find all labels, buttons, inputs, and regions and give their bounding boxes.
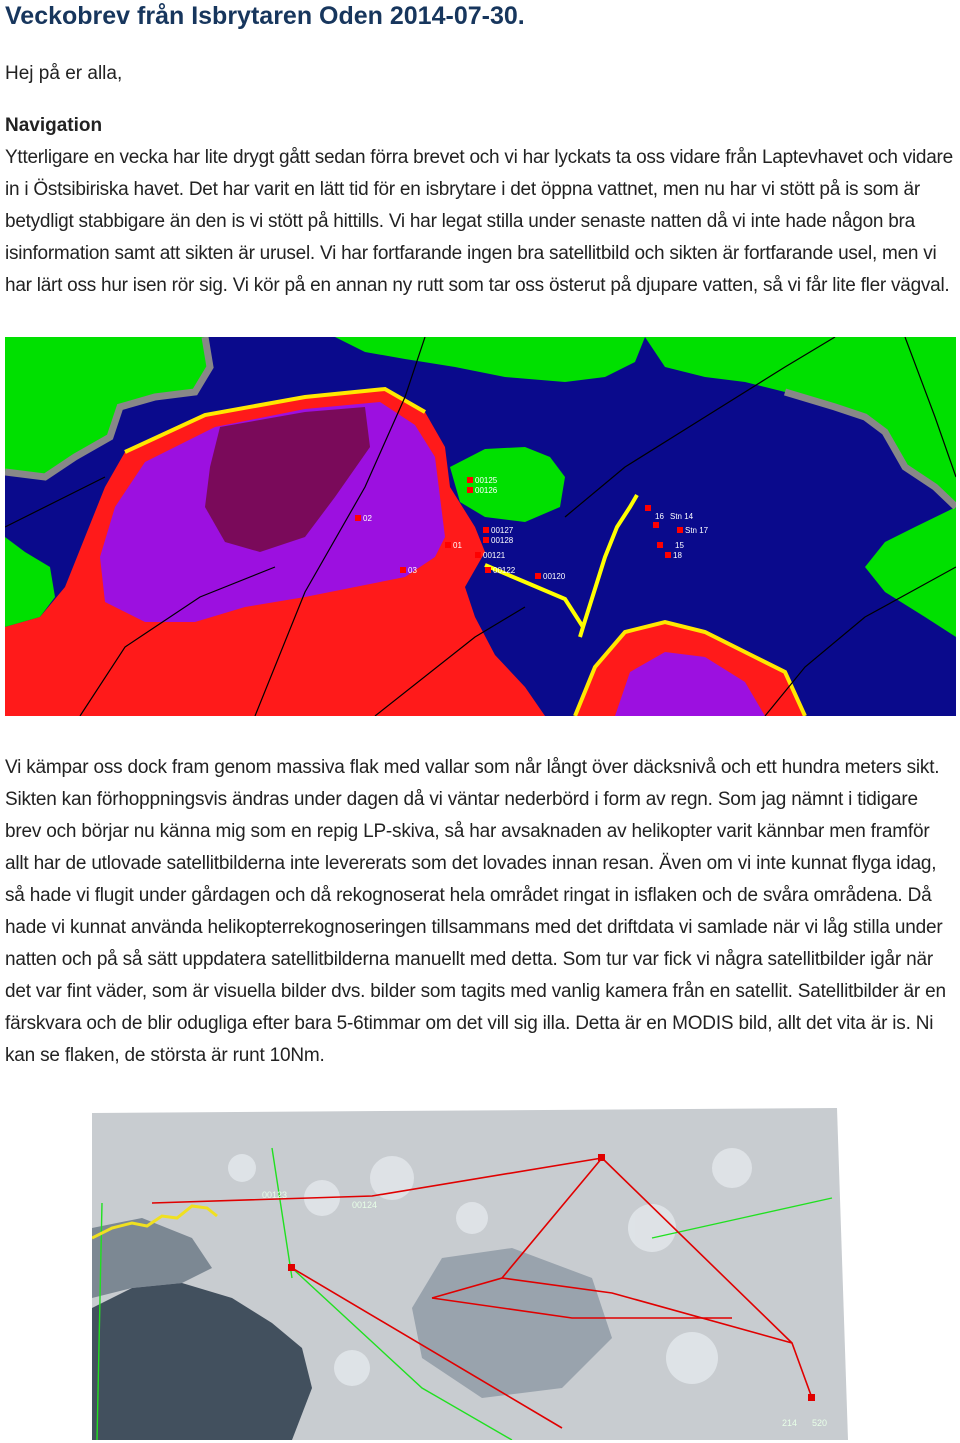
document-title: Veckobrev från Isbrytaren Oden 2014-07-30.	[5, 2, 525, 30]
ice-map-marker	[467, 477, 473, 483]
ice-map-marker-label: 02	[363, 514, 372, 523]
modis-marker	[288, 1264, 295, 1271]
paragraph-1: Ytterligare en vecka har lite drygt gått sedan förra brevet och vi har lyckats ta oss vidare från Laptevhavet och vidare in i Östsibiriska havet. Det har varit en lätt tid för en isbrytare i det öppna vattnet, men nu har vi stött på is som är betydligt stabbigare än den is vi stött på hittills. Vi har legat stilla under senaste natten då vi inte hade någon bra isinformation samt att sikten är urusel. Vi har fortfarande ingen bra satellitbild och sikten är fortfarande usel, men vi har lärt oss hur isen rör sig. Vi kör på en annan ny rutt som tar oss österut på djupare vatten, så vi får lite fler vägval.	[5, 147, 953, 296]
ice-map-marker	[483, 537, 489, 543]
modis-label: 214	[782, 1418, 798, 1428]
section-heading-navigation: Navigation	[5, 115, 103, 136]
ice-map-marker	[645, 505, 651, 511]
ice-map-marker	[400, 567, 406, 573]
ice-map-marker-label: 00127	[491, 526, 514, 535]
modis-marker	[598, 1154, 605, 1161]
ice-map-marker	[483, 527, 489, 533]
greeting: Hej på er alla,	[5, 63, 123, 84]
modis-label: 00124	[352, 1200, 378, 1210]
ice-map-marker	[445, 542, 451, 548]
modis-label: 00123	[262, 1190, 288, 1200]
ice-map-marker-label: 01	[453, 541, 462, 550]
ice-map-marker-label: 00122	[493, 566, 516, 575]
ice-map-marker-label: 16	[655, 512, 664, 521]
ice-map-marker-label: 00121	[483, 551, 506, 560]
ice-map-marker	[467, 487, 473, 493]
ice-map-marker	[677, 527, 683, 533]
ice-map-marker	[355, 515, 361, 521]
ice-map-marker-label: Stn 14	[670, 512, 694, 521]
ice-map-marker-label: Stn 17	[685, 526, 709, 535]
ice-map-marker	[535, 573, 541, 579]
ice-chart-map	[5, 337, 956, 716]
ice-map-marker-label: 00125	[475, 476, 498, 485]
modis-label: 520	[812, 1418, 828, 1428]
ice-map-marker	[653, 522, 659, 528]
ice-map-marker	[485, 567, 491, 573]
ice-map-marker	[665, 552, 671, 558]
ice-map-marker-label: 18	[673, 551, 682, 560]
ice-map-marker-label: 00128	[491, 536, 514, 545]
ice-map-marker-label: 00120	[543, 572, 566, 581]
ice-map-marker	[475, 552, 481, 558]
ice-map-marker-label: 15	[675, 541, 684, 550]
ice-map-marker-label: 00126	[475, 486, 498, 495]
paragraph-2: Vi kämpar oss dock fram genom massiva flak med vallar som når långt över däcksnivå och ett hundra meters sikt. Sikten kan förhoppningsvis ändras under dagen då vi väntar nederbörd i form av regn. Som jag nämnt i tidigare brev och börjar nu känna mig som en repig LP-skiva, så har avsaknaden av helikopter varit kännbar men framför allt har de utlovade satellitbilderna inte levererats som det lovades innan resan. Även om vi inte kunnat flyga idag, så hade vi flugit under gårdagen och då rekognoserat hela området ringat in isflaken och de svåra områdena. Då hade vi kunnat använda helikopterrekognoseringen tillsammans med det driftdata vi samlade när vi låg stilla under natten och på så sätt uppdatera satellitbilderna manuellt med detta. Som tur var fick vi några satellitbilder igår när det var fint väder, som är visuella bilder dvs. bilder som tagits med vanlig kamera från en satellit. Satellitbilder är en färskvara och de blir odugliga efter bara 5-6timmar om det vill sig illa. Detta är en MODIS bild, allt det vita är is. Ni kan se flaken, de största är runt 10Nm.	[5, 757, 946, 1066]
ice-map-marker	[657, 542, 663, 548]
modis-marker	[808, 1394, 815, 1401]
ice-map-marker-label: 03	[408, 566, 417, 575]
modis-satellite-map	[92, 1108, 848, 1440]
